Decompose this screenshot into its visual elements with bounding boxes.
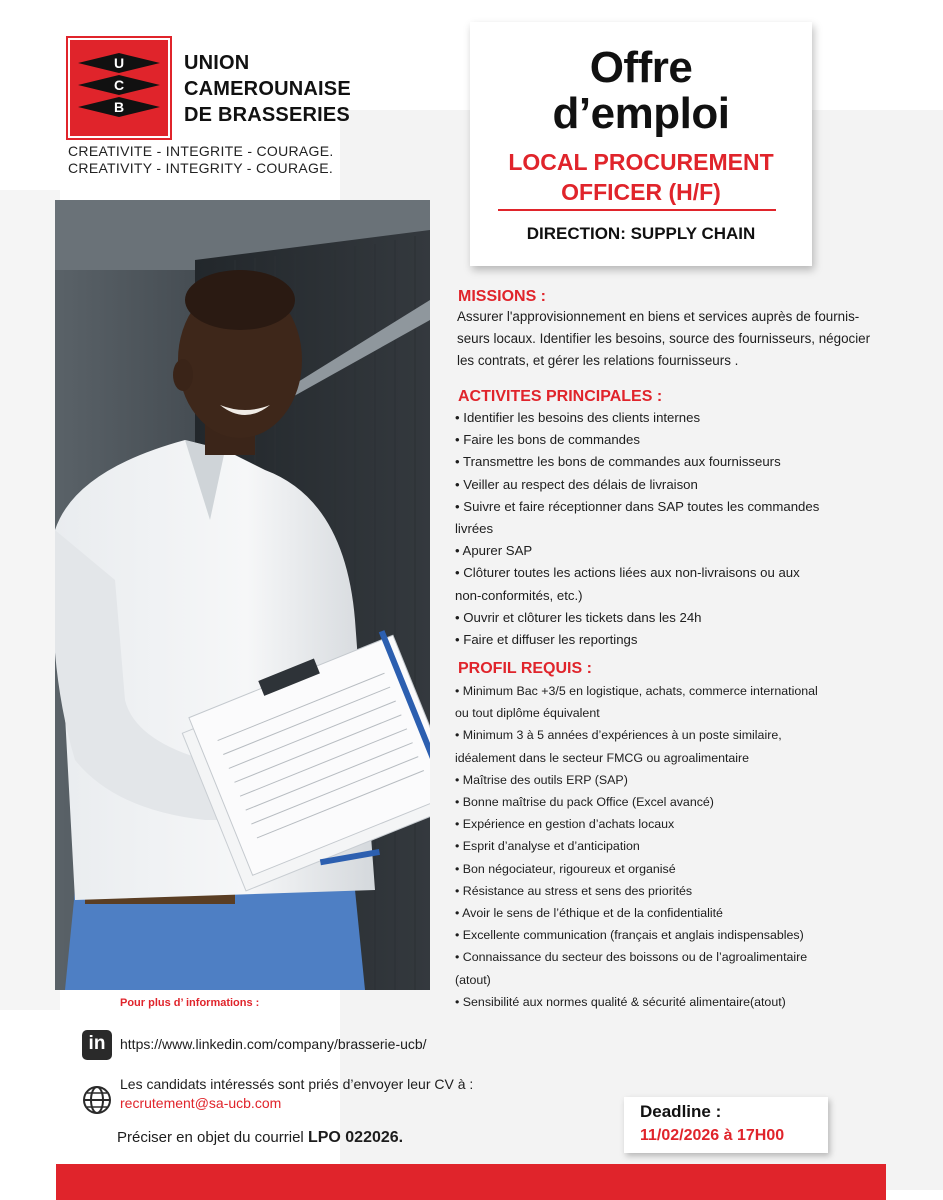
- list-item: • Veiller au respect des délais de livraison: [455, 476, 698, 492]
- company-name: [184, 50, 351, 128]
- subject-instructions: [117, 1129, 403, 1147]
- missions-line: Assurer l'approvisionnement en biens et services auprès de fournis-: [457, 309, 860, 324]
- list-item: • Esprit d’analyse et d’anticipation: [455, 839, 640, 854]
- deadline-label: Deadline :: [640, 1102, 722, 1121]
- job-title-card: [470, 22, 812, 266]
- tagline: [68, 143, 334, 177]
- list-item: • Clôturer toutes les actions liées aux non-livraisons ou aux: [455, 565, 800, 581]
- linkedin-icon-text: in: [88, 1033, 106, 1054]
- list-item: • Faire les bons de commandes: [455, 432, 640, 448]
- missions-text: [457, 306, 877, 372]
- list-item: ou tout diplôme équivalent: [455, 706, 600, 721]
- deadline-value: 11/02/2026 à 17H00: [640, 1127, 785, 1144]
- list-item: • Faire et diffuser les reportings: [455, 632, 638, 648]
- direction-label: DIRECTION: SUPPLY CHAIN: [526, 224, 756, 243]
- list-item: • Ouvrir et clôturer les tickets dans les 24h: [455, 609, 702, 625]
- offer-title-line1: Offre: [589, 43, 693, 92]
- list-item: • Maîtrise des outils ERP (SAP): [455, 772, 628, 787]
- list-item: • Suivre et faire réceptionner dans SAP toutes les commandes: [455, 498, 820, 514]
- logo-letter-c: C: [113, 77, 125, 93]
- list-item: • Transmettre les bons de commandes aux fournisseurs: [455, 454, 781, 470]
- list-item: • Connaissance du secteur des boissons ou de l’agroalimentaire: [455, 950, 808, 965]
- list-item: • Sensibilité aux normes qualité & sécurité alimentaire(atout): [455, 994, 786, 1009]
- bottom-red-bar: [56, 1164, 886, 1200]
- list-item: • Excellente communication (français et anglais indispensables): [455, 928, 804, 943]
- cv-instructions: Les candidats intéressés sont priés d’envoyer leur CV à :: [120, 1076, 474, 1092]
- list-item: • Bon négociateur, rigoureux et organisé: [455, 861, 676, 876]
- list-item: • Minimum 3 à 5 années d’expériences à un poste similaire,: [455, 728, 782, 743]
- candidate-photo: [55, 200, 430, 990]
- job-title-divider: [498, 209, 776, 211]
- job-title-line1: LOCAL PROCUREMENT: [508, 149, 774, 175]
- linkedin-icon[interactable]: [82, 1030, 112, 1060]
- list-item: • Avoir le sens de l’éthique et de la confidentialité: [455, 906, 723, 921]
- company-name-line: CAMEROUNAISE: [184, 78, 351, 100]
- deadline-box: [624, 1097, 828, 1153]
- email-link[interactable]: recrutement@sa-ucb.com: [120, 1095, 282, 1111]
- offer-title-line2: d’emploi: [552, 89, 730, 138]
- missions-line: seurs locaux. Identifier les besoins, source des fournisseurs, négocier: [457, 331, 871, 346]
- logo-letter-b: B: [113, 99, 125, 115]
- list-item: • Apurer SAP: [455, 543, 533, 559]
- subject-reference: LPO 022026.: [307, 1129, 404, 1146]
- linkedin-link[interactable]: https://www.linkedin.com/company/brasserie-ucb/: [120, 1036, 427, 1052]
- list-item: non-conformités, etc.): [455, 587, 583, 603]
- globe-icon: [82, 1085, 112, 1115]
- list-item: (atout): [455, 972, 491, 987]
- tagline-fr: CREATIVITE - INTEGRITE - COURAGE.: [68, 143, 334, 159]
- ucb-logo: [66, 36, 172, 140]
- missions-line: les contrats, et gérer les relations fournisseurs .: [457, 353, 739, 368]
- missions-title: MISSIONS :: [458, 288, 547, 305]
- tagline-en: CREATIVITY - INTEGRITY - COURAGE.: [68, 160, 334, 176]
- list-item: • Identifier les besoins des clients internes: [455, 410, 701, 425]
- activites-list: [455, 407, 877, 651]
- list-item: • Minimum Bac +3/5 en logistique, achats, commerce international: [455, 684, 818, 698]
- list-item: livrées: [455, 521, 494, 537]
- profil-title: PROFIL REQUIS :: [458, 660, 592, 677]
- profil-list: [455, 680, 877, 1013]
- list-item: idéalement dans le secteur FMCG ou agroalimentaire: [455, 750, 750, 765]
- list-item: • Expérience en gestion d’achats locaux: [455, 817, 675, 832]
- subject-prefix: Préciser en objet du courriel: [117, 1129, 308, 1146]
- activites-title: ACTIVITES PRINCIPALES :: [458, 388, 663, 405]
- company-name-line: DE BRASSERIES: [184, 104, 350, 126]
- company-name-line: UNION: [184, 52, 250, 74]
- list-item: • Bonne maîtrise du pack Office (Excel avancé): [455, 795, 714, 810]
- list-item: • Résistance au stress et sens des priorités: [455, 883, 693, 898]
- more-info-label: Pour plus d’ informations :: [120, 997, 260, 1009]
- logo-letter-u: U: [113, 55, 125, 71]
- job-title-line2: OFFICER (H/F): [561, 179, 721, 205]
